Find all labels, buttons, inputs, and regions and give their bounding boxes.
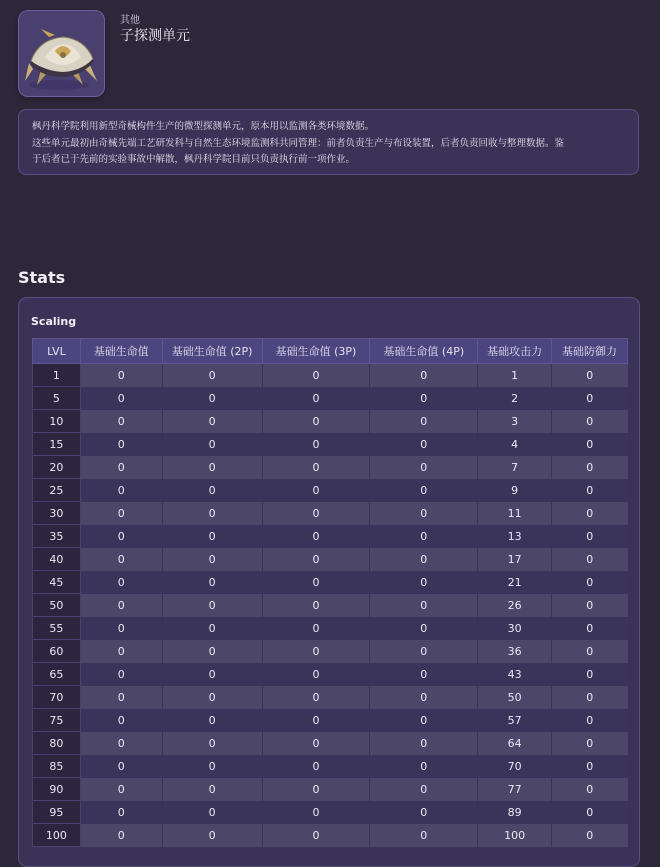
level-cell: 95 [33,801,81,824]
stat-cell: 0 [370,594,478,617]
description-line: 于后者已于先前的实验事故中解散，枫丹科学院目前只负责执行前一项作业。 [32,154,356,166]
table-row [33,548,628,571]
stat-cell: 0 [370,548,478,571]
table-row [33,732,628,755]
table-row [33,410,628,433]
stat-cell: 0 [80,387,162,410]
table-row [33,686,628,709]
stat-cell: 0 [162,663,262,686]
column-header: 基础防御力 [552,339,628,364]
stat-cell: 0 [80,801,162,824]
stat-cell: 0 [262,548,370,571]
stat-cell: 0 [262,571,370,594]
stat-cell: 0 [80,755,162,778]
stat-cell: 0 [370,709,478,732]
stats-heading: Stats [18,268,66,287]
stat-cell: 0 [262,364,370,387]
stat-cell: 0 [80,479,162,502]
table-row [33,571,628,594]
column-header: 基础生命值 (4P) [370,339,478,364]
stat-cell: 0 [370,732,478,755]
stat-cell: 0 [262,755,370,778]
stat-cell: 36 [478,640,552,663]
stat-cell: 0 [162,824,262,847]
table-header-row [33,339,628,364]
item-portrait [18,10,105,97]
stat-cell: 0 [262,801,370,824]
stat-cell: 0 [262,502,370,525]
probe-unit-icon [19,11,105,97]
stat-cell: 0 [370,387,478,410]
stat-cell: 0 [80,824,162,847]
stat-cell: 0 [162,479,262,502]
column-header: 基础生命值 [80,339,162,364]
stat-cell: 3 [478,410,552,433]
stat-cell: 0 [552,755,628,778]
stat-cell: 0 [370,824,478,847]
stat-cell: 0 [370,364,478,387]
stat-cell: 1 [478,364,552,387]
stat-cell: 0 [262,732,370,755]
stat-cell: 0 [80,617,162,640]
table-row [33,709,628,732]
stat-cell: 0 [162,525,262,548]
stat-cell: 0 [162,755,262,778]
stat-cell: 77 [478,778,552,801]
table-row [33,456,628,479]
stat-cell: 0 [370,617,478,640]
stat-cell: 0 [80,778,162,801]
stat-cell: 0 [370,525,478,548]
scaling-heading: Scaling [31,315,77,328]
stat-cell: 0 [370,410,478,433]
stats-panel [18,297,640,867]
level-cell: 70 [33,686,81,709]
stat-cell: 0 [80,525,162,548]
stat-cell: 0 [370,433,478,456]
level-cell: 100 [33,824,81,847]
stat-cell: 0 [552,663,628,686]
level-cell: 45 [33,571,81,594]
stat-cell: 0 [162,548,262,571]
table-row [33,755,628,778]
level-cell: 85 [33,755,81,778]
stat-cell: 0 [162,640,262,663]
stat-cell: 0 [80,640,162,663]
level-cell: 10 [33,410,81,433]
table-row [33,433,628,456]
stat-cell: 0 [370,479,478,502]
table-row [33,617,628,640]
stat-cell: 0 [80,433,162,456]
table-row [33,525,628,548]
level-cell: 90 [33,778,81,801]
stat-cell: 0 [370,686,478,709]
stat-cell: 0 [370,640,478,663]
stat-cell: 0 [552,479,628,502]
stat-cell: 0 [262,617,370,640]
stat-cell: 0 [262,663,370,686]
table-row [33,824,628,847]
stat-cell: 0 [162,502,262,525]
stat-cell: 0 [370,778,478,801]
stat-cell: 0 [80,594,162,617]
table-row [33,479,628,502]
stat-cell: 4 [478,433,552,456]
stat-cell: 0 [80,364,162,387]
stat-cell: 0 [262,387,370,410]
column-header: 基础生命值 (2P) [162,339,262,364]
stat-cell: 0 [262,824,370,847]
stat-cell: 0 [162,617,262,640]
stat-cell: 0 [162,801,262,824]
stat-cell: 0 [552,387,628,410]
level-cell: 75 [33,709,81,732]
stat-cell: 0 [552,617,628,640]
stat-cell: 0 [552,824,628,847]
stat-cell: 26 [478,594,552,617]
stat-cell: 0 [370,755,478,778]
description-line: 这些单元最初由奇械先端工艺研发科与自然生态环境监测科共同管理：前者负责生产与布设装置，后者负责回收与整理数据。鉴 [32,137,565,149]
stat-cell: 0 [262,525,370,548]
level-cell: 80 [33,732,81,755]
stat-cell: 0 [162,686,262,709]
stat-cell: 0 [162,732,262,755]
stat-cell: 0 [80,732,162,755]
table-body [33,364,628,847]
stat-cell: 0 [80,548,162,571]
stat-cell: 0 [262,456,370,479]
stat-cell: 64 [478,732,552,755]
stat-cell: 0 [370,663,478,686]
stat-cell: 0 [162,433,262,456]
level-cell: 20 [33,456,81,479]
stat-cell: 0 [80,686,162,709]
item-header [18,10,642,98]
stat-cell: 0 [370,571,478,594]
stat-cell: 0 [552,640,628,663]
table-row [33,640,628,663]
table-row [33,663,628,686]
stat-cell: 21 [478,571,552,594]
stat-cell: 0 [552,433,628,456]
stat-cell: 17 [478,548,552,571]
table-row [33,387,628,410]
stat-cell: 7 [478,456,552,479]
stat-cell: 89 [478,801,552,824]
column-header: 基础攻击力 [478,339,552,364]
stat-cell: 0 [552,778,628,801]
table-row [33,594,628,617]
level-cell: 40 [33,548,81,571]
stat-cell: 0 [262,709,370,732]
level-cell: 5 [33,387,81,410]
stat-cell: 0 [80,502,162,525]
stat-cell: 0 [552,502,628,525]
item-category: 其他 [120,15,140,26]
stat-cell: 70 [478,755,552,778]
level-cell: 15 [33,433,81,456]
level-cell: 60 [33,640,81,663]
item-description [18,109,639,175]
stat-cell: 0 [552,594,628,617]
level-cell: 25 [33,479,81,502]
column-header: LVL [33,339,81,364]
stat-cell: 0 [162,709,262,732]
table-row [33,364,628,387]
stat-cell: 0 [552,525,628,548]
stat-cell: 0 [552,410,628,433]
stat-cell: 100 [478,824,552,847]
stat-cell: 0 [80,456,162,479]
stat-cell: 11 [478,502,552,525]
stat-cell: 0 [162,571,262,594]
column-header: 基础生命值 (3P) [262,339,370,364]
stat-cell: 0 [370,801,478,824]
stat-cell: 0 [552,571,628,594]
table-row [33,502,628,525]
stat-cell: 0 [80,709,162,732]
stat-cell: 0 [262,640,370,663]
level-cell: 65 [33,663,81,686]
stat-cell: 13 [478,525,552,548]
table-row [33,778,628,801]
stat-cell: 0 [262,594,370,617]
stat-cell: 0 [370,456,478,479]
stat-cell: 9 [478,479,552,502]
scaling-table [32,338,628,847]
level-cell: 35 [33,525,81,548]
stat-cell: 0 [162,456,262,479]
stat-cell: 0 [262,479,370,502]
stat-cell: 43 [478,663,552,686]
stat-cell: 0 [552,709,628,732]
stat-cell: 50 [478,686,552,709]
stat-cell: 0 [552,801,628,824]
stat-cell: 0 [370,502,478,525]
stat-cell: 0 [162,594,262,617]
stat-cell: 0 [80,571,162,594]
stat-cell: 0 [162,778,262,801]
level-cell: 55 [33,617,81,640]
table-row [33,801,628,824]
stat-cell: 0 [262,410,370,433]
stat-cell: 2 [478,387,552,410]
stat-cell: 0 [80,410,162,433]
stat-cell: 0 [552,686,628,709]
stat-cell: 0 [162,387,262,410]
level-cell: 50 [33,594,81,617]
stat-cell: 0 [80,663,162,686]
stat-cell: 0 [552,548,628,571]
item-name: 子探测单元 [120,28,190,44]
description-line: 枫丹科学院利用新型奇械构件生产的微型探测单元，原本用以监测各类环境数据。 [32,121,375,132]
stat-cell: 30 [478,617,552,640]
stat-cell: 57 [478,709,552,732]
stat-cell: 0 [262,433,370,456]
stat-cell: 0 [162,410,262,433]
level-cell: 1 [33,364,81,387]
stat-cell: 0 [552,456,628,479]
stat-cell: 0 [262,778,370,801]
level-cell: 30 [33,502,81,525]
stat-cell: 0 [162,364,262,387]
stat-cell: 0 [262,686,370,709]
stat-cell: 0 [552,732,628,755]
stat-cell: 0 [552,364,628,387]
